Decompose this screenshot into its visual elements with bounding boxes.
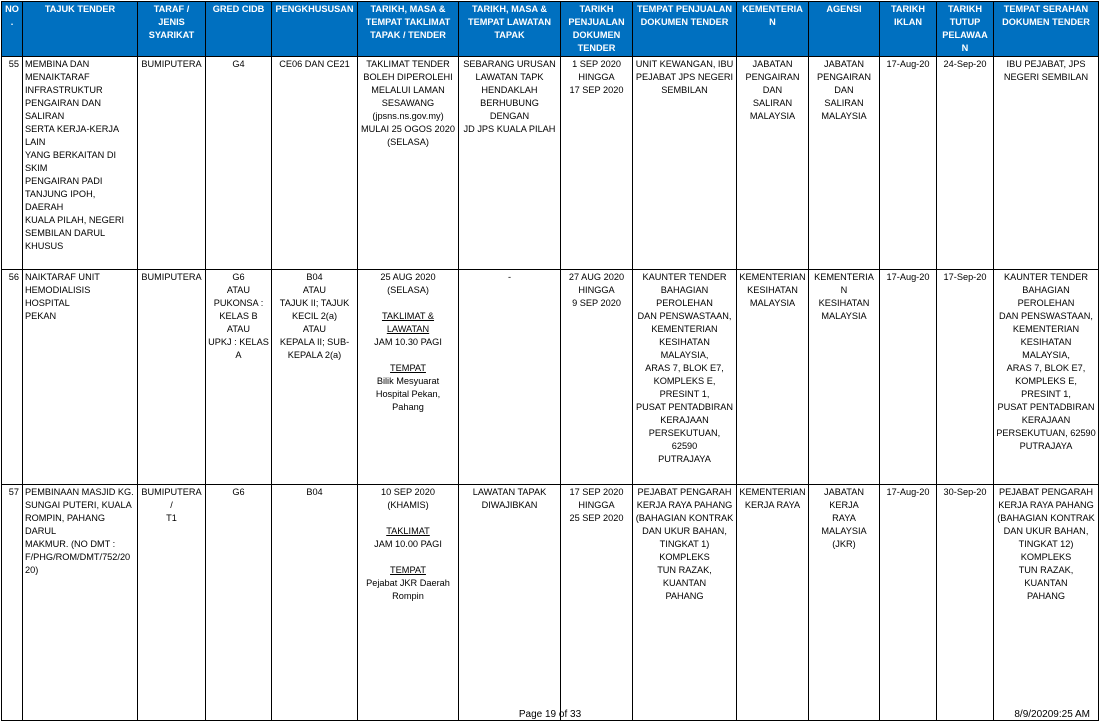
cell-tempat-jualan [633,57,737,270]
header-taraf: TARAF / JENIS SYARIKAT [138,2,206,57]
text-line: KERJA RAYA [744,500,801,510]
text-line: KELAS B [219,311,258,321]
cell-tarikh-tutup: 17-Sep-20 [937,270,994,485]
text-line: Bilik Mesyuarat [376,376,440,386]
text-line: BUMIPUTERA [141,59,202,69]
cell-tajuk [23,270,138,485]
text-line: ATAU [302,324,327,334]
text-line: KEMENTERIAN [739,272,806,282]
text-line: MEMBINA DAN [25,59,90,69]
text-line: LAWATAN TAPK [475,72,544,82]
text-line: B04 [306,487,323,497]
text-line: Rompin [392,591,424,601]
text-line: HENDAKLAH [481,85,538,95]
text-line: HINGGA [578,285,615,295]
cell-taraf [138,270,206,485]
cell-tarikh-tutup: 30-Sep-20 [937,485,994,721]
text-line: BAHAGIAN PEROLEHAN [656,285,713,308]
text-line: JABATAN [824,59,864,69]
text-line: DAN PENSWASTAAN, [637,311,732,321]
text-line: PUTRAJAYA [1019,441,1073,451]
cell-tarikh-jualan [561,57,633,270]
tender-table [1,1,1099,721]
cell-tarikh-iklan: 17-Aug-20 [880,270,937,485]
tempat-heading: TEMPAT [390,565,426,575]
text-line: KEMENTERIAN [739,487,806,497]
header-no: NO. [2,2,23,57]
table-row [2,485,1099,721]
header-agensi: AGENSI [809,2,880,57]
text-line: KEMENTERIAN [1012,324,1080,334]
text-line: T1 [166,513,177,523]
text-line: IBU PEJABAT, JPS [1006,59,1086,69]
cell-agensi [809,57,880,270]
text-line: BUMIPUTERA [141,272,202,282]
text-line: LAWATAN TAPAK [472,487,547,497]
cell-tempat-serahan [994,270,1099,485]
text-line: CE06 DAN CE21 [279,59,350,69]
cell-no: 55 [2,57,23,270]
text-line: JAM 10.30 PAGI [374,337,442,347]
text-line: SERTA KERJA-KERJA LAIN [25,124,119,147]
text-line: 10 SEP 2020 [381,487,435,497]
spacer [360,349,456,362]
header-tempat-jualan: TEMPAT PENJUALAN DOKUMEN TENDER [633,2,737,57]
text-line: TUN RAZAK, KUANTAN [657,565,712,588]
text-line: MALAYSIA [749,111,796,121]
header-tajuk-tender: TAJUK TENDER [23,2,138,57]
cell-tarikh-iklan: 17-Aug-20 [880,485,937,721]
text-line: KESIHATAN [818,298,870,308]
text-line: Hospital Pekan, [375,389,441,399]
text-line: ARAS 7, BLOK E7, [645,363,724,373]
text-line: F/PHG/ROM/DMT/752/20 [25,552,131,562]
text-line: ARAS 7, BLOK E7, [1006,363,1086,373]
cell-gred [206,57,272,270]
text-line: HEMODIALISIS HOSPITAL [25,285,91,308]
text-line: KHUSUS [25,241,64,251]
header-tarikh-iklan: TARIKH IKLAN [880,2,937,57]
cell-agensi [809,270,880,485]
text-line: KERAJAAN [660,415,709,425]
text-line: KEPALA II; SUB- [279,337,350,347]
taklimat-heading: TAKLIMAT & LAWATAN [381,311,435,334]
text-line: KEPALA 2(a) [287,350,342,360]
text-line: ROMPIN, PAHANG DARUL [25,513,105,536]
text-line: TANJUNG IPOH, DAERAH [25,189,96,212]
text-line: BOLEH DIPEROLEHI [363,72,453,82]
text-line: SEBARANG URUSAN [463,59,556,69]
header-lawatan: TARIKH, MASA & TEMPAT LAWATAN TAPAK [459,2,561,57]
text-line: MALAYSIA [821,311,867,321]
text-line: YANG BERKAITAN DI SKIM [25,150,117,173]
header-tempat-serahan: TEMPAT SERAHAN DOKUMEN TENDER [994,2,1099,57]
cell-tarikh-iklan: 17-Aug-20 [880,57,937,270]
text-line: B04 [306,272,323,282]
text-line: KUALA PILAH, NEGERI [25,215,125,225]
cell-gred [206,485,272,721]
text-line: 1 SEP 2020 [572,59,621,69]
text-line: JD JPS KUALA PILAH [463,124,556,134]
text-line: SALIRAN [824,98,864,108]
text-line: DAN PENSWASTAAN, [999,311,1093,321]
text-line: MALAYSIA [749,298,796,308]
text-line: MENAIKTARAF [25,72,90,82]
text-line: SESAWANG [381,98,435,108]
text-line: (SELASA) [387,285,429,295]
cell-tajuk [23,57,138,270]
text-line: PAHANG [1026,591,1066,601]
text-line: (BAHAGIAN KONTRAK [635,513,734,523]
text-line: TAKLIMAT TENDER [366,59,450,69]
text-line: JABATAN KERJA [824,487,864,510]
text-line: 9 SEP 2020 [572,298,621,308]
text-line: PENGAIRAN DAN SALIRAN [25,98,102,121]
text-line: INFRASTRUKTUR [25,85,103,95]
text-line: (jpsns.ns.gov.my) [372,111,444,121]
cell-pengkhususan [272,57,358,270]
cell-taklimat [358,57,459,270]
text-line: BAHAGIAN PEROLEHAN [1017,285,1075,308]
cell-tempat-jualan [633,485,737,721]
text-line: PUKONSA : [213,298,264,308]
text-line: PEKAN [25,311,57,321]
spacer [360,551,456,564]
text-line: KESIHATAN MALAYSIA, [659,337,710,360]
table-row [2,270,1099,485]
text-line: 27 AUG 2020 [568,272,625,282]
print-timestamp: 8/9/20209:25 AM [1014,709,1090,720]
text-line: PAHANG [665,591,704,601]
cell-tempat-serahan [994,57,1099,270]
text-line: Pejabat JKR Daerah [366,578,450,588]
cell-tarikh-jualan [561,270,633,485]
header-tarikh-jualan: TARIKH PENJUALAN DOKUMEN TENDER [561,2,633,57]
text-line: PERSEKUTUAN, 62590 [648,428,721,451]
text-line: G6 [232,487,245,497]
cell-taklimat [358,485,459,721]
text-line: (BAHAGIAN KONTRAK [997,513,1095,523]
header-tarikh-tutup: TARIKH TUTUP PELAWAAN [937,2,994,57]
text-line: PEJABAT PENGARAH [998,487,1094,497]
header-row [2,2,1099,57]
text-line: 17 SEP 2020 [569,85,624,95]
cell-agensi [809,485,880,721]
text-line: TAJUK II; TAJUK [279,298,350,308]
text-line: KERAJAAN [1021,415,1071,425]
text-line: NEGERI SEMBILAN [1003,72,1089,82]
text-line: UNIT KEWANGAN, IBU [635,59,734,69]
text-line: SUNGAI PUTERI, KUALA [25,500,132,510]
text-line: PERSEKUTUAN, 62590 [996,428,1096,438]
text-line: RAYA MALAYSIA [821,513,867,536]
cell-pengkhususan [272,485,358,721]
text-line: ATAU [226,324,251,334]
cell-taraf [138,57,206,270]
text-line: MULAI 25 OGOS 2020 [361,124,455,134]
text-line: KEMENTERIAN [814,272,874,295]
text-line: PUSAT PENTADBIRAN [997,402,1095,412]
text-line: 20) [25,565,39,575]
text-line: PEMBINAAN MASJID KG. [25,487,134,497]
text-line: MELALUI LAMAN [371,85,445,95]
text-line: Pahang [392,402,424,412]
text-line: PEJABAT JPS NEGERI [635,72,734,82]
header-pengkhususan: PENGKHUSUSAN [272,2,358,57]
text-line: KOMPLEKS E, PRESINT 1, [1015,376,1077,399]
text-line: (KHAMIS) [387,500,429,510]
text-line: 25 AUG 2020 [380,272,436,282]
cell-taklimat [358,270,459,485]
cell-tempat-serahan [994,485,1099,721]
text-line: SEMBILAN [661,85,708,95]
header-gred-cidb: GRED CIDB [206,2,272,57]
text-line: KECIL 2(a) [291,311,338,321]
header-kementerian: KEMENTERIAN [737,2,809,57]
text-line: NAIKTARAF UNIT [25,272,100,282]
cell-tajuk [23,485,138,721]
text-line: PEJABAT PENGARAH [637,487,732,497]
text-line: PENGAIRAN DAN [745,72,800,95]
text-line: KEMENTERIAN [651,324,718,334]
text-line: (SELASA) [387,137,429,147]
text-line: ATAU [226,285,251,295]
cell-kementerian [737,270,809,485]
cell-kementerian [737,485,809,721]
cell-pengkhususan [272,270,358,485]
cell-gred [206,270,272,485]
text-line: PENGAIRAN DAN [816,72,872,95]
taklimat-heading: TAKLIMAT [386,526,430,536]
text-line: 25 SEP 2020 [569,513,624,523]
cell-no: 57 [2,485,23,721]
header-taklimat: TARIKH, MASA & TEMPAT TAKLIMAT TAPAK / TENDER [358,2,459,57]
text-line: - [507,272,512,282]
text-line: HINGGA [578,72,615,82]
text-line: JAM 10.00 PAGI [374,539,442,549]
text-line: KERJA RAYA PAHANG [636,500,733,510]
text-line: PENGAIRAN PADI [25,176,103,186]
text-line: KAUNTER TENDER [642,272,727,282]
cell-no: 56 [2,270,23,485]
spacer [360,297,456,310]
tempat-heading: TEMPAT [390,363,426,373]
text-line: BUMIPUTERA / [141,487,202,510]
text-line: KESIHATAN MALAYSIA, [1020,337,1072,360]
cell-lawatan [459,270,561,485]
text-line: KESIHATAN [747,285,798,295]
text-line: TINGKAT 1) KOMPLEKS [659,539,710,562]
text-line: PUSAT PENTADBIRAN [636,402,733,412]
spacer [360,512,456,525]
cell-lawatan [459,485,561,721]
text-line: TUN RAZAK, KUANTAN [1018,565,1074,588]
text-line: MAKMUR. (NO DMT : [25,539,116,549]
text-line: KAUNTER TENDER [1003,272,1089,282]
text-line: TINGKAT 12) KOMPLEKS [1018,539,1074,562]
cell-tarikh-tutup: 24-Sep-20 [937,57,994,270]
cell-tarikh-jualan [561,485,633,721]
text-line: DAN UKUR BAHAN, [642,526,727,536]
text-line: HINGGA [578,500,615,510]
cell-taraf [138,485,206,721]
text-line: (JKR) [832,539,856,549]
cell-tempat-jualan [633,270,737,485]
cell-lawatan [459,57,561,270]
text-line: G6 [232,272,245,282]
text-line: MALAYSIA [821,111,867,121]
text-line: DAN UKUR BAHAN, [1003,526,1089,536]
text-line: ATAU [302,285,327,295]
text-line: G4 [232,59,245,69]
text-line: SEMBILAN DARUL [25,228,106,238]
text-line: BERHUBUNG DENGAN [480,98,539,121]
text-line: PUTRAJAYA [658,454,711,464]
text-line: KERJA RAYA PAHANG [998,500,1094,510]
text-line: KOMPLEKS E, PRESINT 1, [653,376,716,399]
cell-kementerian [737,57,809,270]
text-line: SALIRAN [752,98,793,108]
text-line: UPKJ : KELAS A [208,337,269,360]
text-line: DIWAJIBKAN [481,500,538,510]
text-line: JABATAN [752,59,793,69]
table-row [2,57,1099,270]
page-number: Page 19 of 33 [518,709,582,720]
text-line: 17 SEP 2020 [569,487,624,497]
